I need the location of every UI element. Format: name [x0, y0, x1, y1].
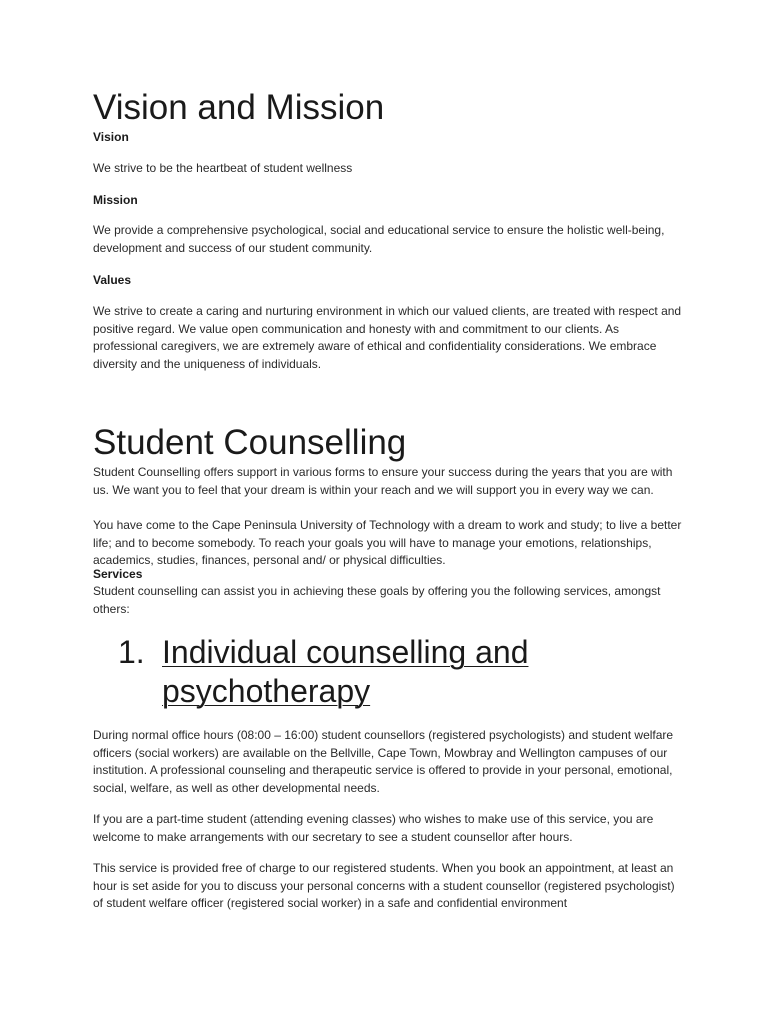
services-text: Student counselling can assist you in achieving these goals by offering you the following services, amongst others:: [93, 584, 661, 616]
individual-para-1: During normal office hours (08:00 – 16:00) student counsellors (registered psychologists) and student welfare officers (social workers) are available on the Bellville, Cape Town, Mowbray and Wellington campuses of our institution. A professional counseling and therapeutic service is offered to provide in your personal, emotional, social, welfare, as well as other developmental needs.: [93, 728, 674, 795]
counselling-intro-2: You have come to the Cape Peninsula University of Technology with a dream to work and study; to live a better life; and to become somebody. To reach your goals you will have to manage your emotions, relationships, academics, studies, finances, personal and/ or physical difficulties.: [93, 518, 682, 568]
values-label: Values: [93, 273, 132, 287]
student-counselling-title: Student Counselling: [93, 423, 407, 462]
vision-text: We strive to be the heartbeat of student wellness: [93, 161, 353, 175]
vision-mission-title: Vision and Mission: [93, 88, 385, 127]
vision-label: Vision: [93, 130, 129, 144]
list-number: 1.: [118, 634, 145, 670]
values-text: We strive to create a caring and nurturing environment in which our valued clients, are treated with respect and positive regard. We value open communication and honesty with and commitment to our clients. As professional caregivers, we are extremely aware of ethical and confidentiality considerations. We embrace diversity and the uniqueness of individuals.: [93, 304, 682, 371]
individual-para-3: This service is provided free of charge to our registered students. When you book an appointment, at least an hour is set aside for you to discuss your personal concerns with a student counsellor (registered psychologist) of student welfare officer (registered social worker) in a safe and confidential environment: [93, 861, 675, 911]
individual-para-2: If you are a part-time student (attending evening classes) who wishes to make use of this service, you are welcome to make arrangements with our secretary to see a student counsellor after hours.: [93, 812, 654, 844]
mission-label: Mission: [93, 193, 138, 207]
individual-counselling-heading: [118, 633, 638, 711]
counselling-intro-1: Student Counselling offers support in various forms to ensure your success during the years that you are with us. We want you to feel that your dream is within your reach and we will support you in every way we can.: [93, 465, 673, 497]
list-heading-text: Individual counselling and psychotherapy: [162, 634, 529, 709]
mission-text: We provide a comprehensive psychological, social and educational service to ensure the holistic well-being, development and success of our student community.: [93, 223, 665, 255]
services-label: Services: [93, 567, 143, 581]
